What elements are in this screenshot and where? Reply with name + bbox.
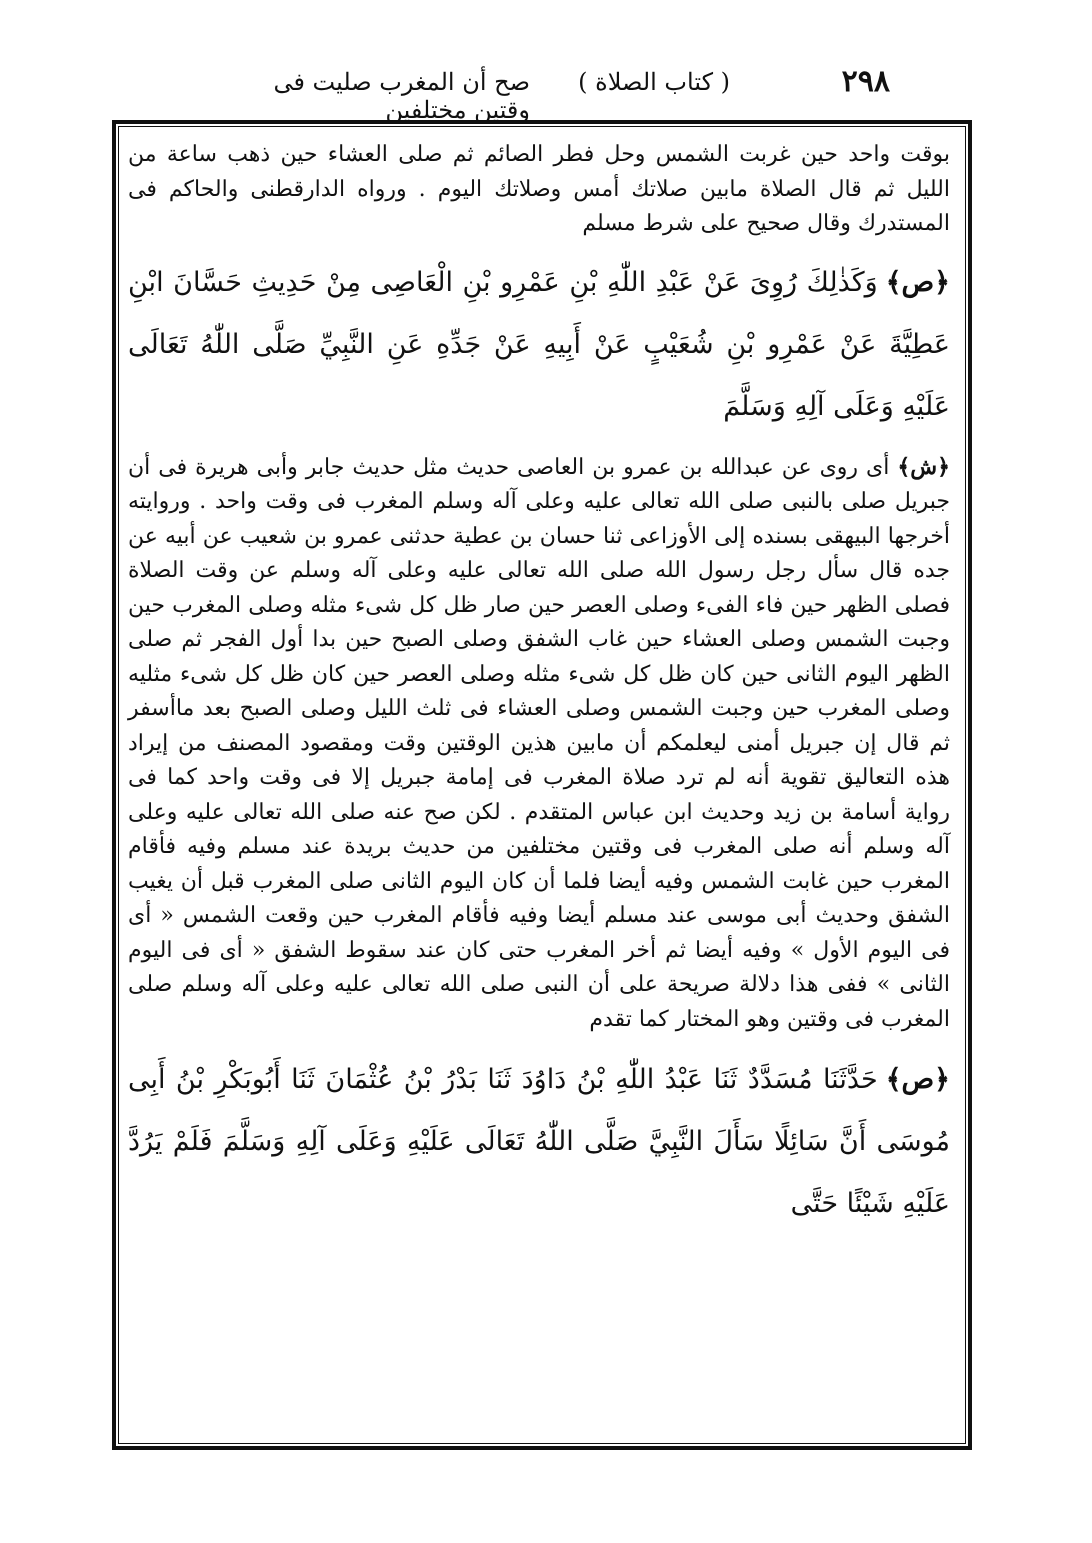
page-header: [220, 62, 890, 124]
sharh-text: أى روى عن عبدالله بن عمرو بن العاصى حديث مثل حديث جابر وأبى هريرة فى أن جبريل صلى بالنبى صلى الله تعالى عليه وعلى آله وسلم المغرب فى وقت واحد . وروايته أخرجها البيهقى بسنده إلى الأوزاعى ثنا حسان بن عطية حدثنى عمرو بن شعيب عن أبيه عن جده قال سأل رجل رسول الله صلى الله تعالى عليه وعلى آله وسلم عن وقت الصلاة فصلى الظهر حين فاء الفىء وصلى العصر حين صار ظل كل شىء مثله وصلى المغرب حين وجبت الشمس وصلى العشاء حين غاب الشفق وصلى الصبح حين بدا أول الفجر ثم صلى الظهر اليوم الثانى حين كان ظل كل شىء مثله وصلى العصر حين كان ظل كل شىء مثليه وصلى المغرب حين وجبت الشمس وصلى العشاء فى ثلث الليل وصلى الصبح بعد ماأسفر ثم قال إن جبريل أمنى ليعلمكم أن مابين هذين الوقتين وقت ومقصود المصنف من إيراد هذه التعاليق تقوية أنه لم ترد صلاة المغرب فى إمامة جبريل إلا فى وقت واحد كما فى رواية أسامة بن زيد وحديث ابن عباس المتقدم . لكن صح عنه صلى الله تعالى عليه وعلى آله وسلم أنه صلى المغرب فى وقتين مختلفين من حديث بريدة عند مسلم وفيه فأقام المغرب حين غابت الشمس وفيه أيضا فلما أن كان اليوم الثانى صلى المغرب قبل أن يغيب الشفق وحديث أبى موسى عند مسلم أيضا وفيه فأقام المغرب حين وقعت الشمس « أى فى اليوم الأول » وفيه أيضا ثم أخر المغرب حتى كان عند سقوط الشفق « أى فى اليوم الثانى » ففى هذا دلالة صريحة على أن النبى صلى الله تعالى عليه وعلى آله وسلم صلى المغرب فى وقتين وهو المختار كما تقدم: [128, 454, 950, 1032]
matn-marker: ﴿ص﴾: [885, 266, 950, 298]
book-title: ( كتاب الصلاة ): [578, 68, 730, 96]
matn-text: وَكَذٰلِكَ رُوِىَ عَنْ عَبْدِ اللّٰهِ بْنِ عَمْرِو بْنِ الْعَاصِى مِنْ حَدِيثِ حَسَّانَ ابْنِ عَطِيَّةَ عَنْ عَمْرِو بْنِ شُعَيْبٍ عَنْ أَبِيهِ عَنْ جَدِّهِ عَنِ النَّبِيِّ صَلَّى اللّٰهُ تَعَالَى عَلَيْهِ وَعَلَى آلِهِ وَسَلَّمَ: [128, 266, 950, 422]
page-number: ٢٩٨: [841, 64, 890, 99]
matn-marker: ﴿ص﴾: [885, 1064, 950, 1095]
matn-paragraph-1: [128, 252, 950, 438]
sharh-paragraph: [128, 450, 950, 1038]
running-title: صح أن المغرب صليت فى وقتين مختلفين: [273, 68, 530, 124]
sharh-marker: ﴿ش﴾: [897, 453, 950, 480]
matn-paragraph-2: [128, 1049, 950, 1235]
page-body: [128, 138, 950, 1235]
commentary-continuation: بوقت واحد حين غربت الشمس وحل فطر الصائم ثم صلى العشاء حين ذهب ساعة من الليل ثم قال الصلاة مابين صلاتك أمس وصلاتك اليوم . ورواه الدارقطنى والحاكم فى المستدرك وقال صحيح على شرط مسلم: [128, 142, 950, 236]
matn-text: حَدَّثَنَا مُسَدَّدٌ ثَنَا عَبْدُ اللّٰهِ بْنُ دَاوُدَ ثَنَا بَدْرُ بْنُ عُثْمَانَ ثَنَا أَبُوبَكْرِ بْنُ أَبِى مُوسَى أَنَّ سَائِلًا سَأَلَ النَّبِيَّ صَلَّى اللّٰهُ تَعَالَى عَلَيْهِ وَعَلَى آلِهِ وَسَلَّمَ فَلَمْ يَرُدَّ عَلَيْهِ شَيْئًا حَتَّى: [128, 1064, 950, 1219]
